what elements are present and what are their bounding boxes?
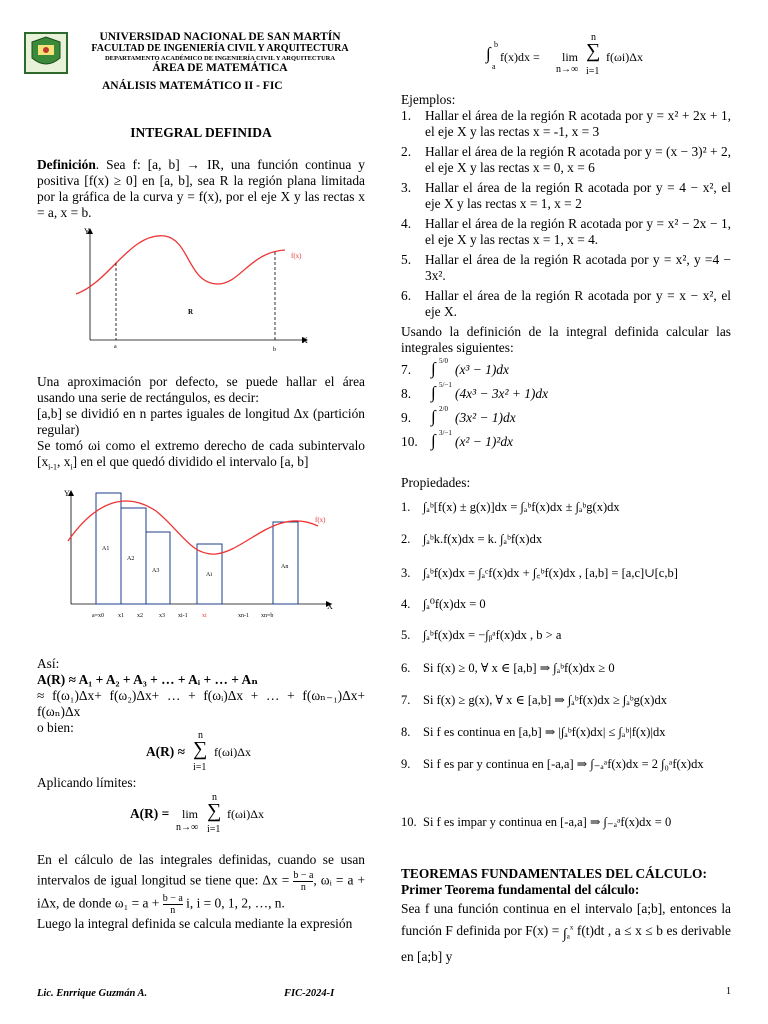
approx-sum-term: f(ωi)Δx [214, 745, 251, 759]
rect-a1-label: A1 [102, 546, 110, 552]
limit-sum-term: f(ωi)Δx [227, 807, 264, 821]
riemann-rectangles [96, 493, 298, 604]
limit-sigma: ∑ [207, 800, 222, 822]
footer-code: FIC-2024-I [284, 988, 335, 999]
property-item: 7. Si f(x) ≥ g(x), ∀ x ∈ [a,b] ⇒ ∫ₐᵇf(x)dx ≥ ∫ₐᵇg(x)dx [401, 693, 667, 707]
examples-label: Ejemplos: [401, 92, 456, 107]
top-term: f(ωi)Δx [606, 50, 643, 64]
fig1-b-label: b [273, 347, 276, 353]
approx-sigma: ∑ [193, 738, 208, 760]
rect-a2-label: A2 [127, 556, 135, 562]
compute-item: 10. ∫ 3/−1 (x² − 1)²dx [401, 429, 513, 450]
tick-x1: x1 [118, 613, 124, 619]
fig2-fx-label: f(x) [315, 516, 326, 524]
approx-formula-lhs: A(R) ≈ [146, 744, 185, 759]
definition-text: . Sea f: [a, b] → IR, una función continua y positiva [f(x) ≥ 0] en [a, b], sea R la región plana limitada por la gráfica de la curva y = f(x), por el eje X y las rectas x = a, x = b. [37, 157, 365, 220]
examples-list [401, 108, 731, 320]
compute-list [401, 357, 731, 458]
fig1-x-label: X [302, 336, 308, 345]
figure-rectangles [56, 486, 346, 626]
footer-author: Lic. Enrrique Guzmán A. [37, 988, 148, 999]
property-item: 2. ∫ₐᵇk.f(x)dx = k. ∫ₐᵇf(x)dx [401, 532, 543, 546]
fig1-fx-label: f(x) [291, 252, 302, 260]
theorems-title: TEOREMAS FUNDAMENTALES DEL CÁLCULO: [401, 866, 707, 881]
rect-ai-label: Ai [206, 572, 212, 578]
definition [37, 157, 365, 221]
compute-item: 7. ∫ 5/0 (x³ − 1)dx [401, 357, 509, 378]
course-name: ANÁLISIS MATEMÁTICO II - FIC [102, 80, 283, 92]
limit-sum-bottom: i=1 [207, 824, 221, 835]
university-seal [24, 32, 68, 74]
top-sigma: ∑ [586, 40, 601, 62]
property-item: 5. ∫ₐᵇf(x)dx = −∫ᵦᵃf(x)dx , b > a [401, 628, 562, 642]
theorem-text: Sea f una función continua en el intervalo [a;b], entonces la función F definida por $F(x) = \int_a^x$ f(t)dt , a ≤ x ≤ b es derivable en [a;b] y [401, 901, 731, 964]
w-frac-num: b − a [162, 893, 183, 904]
top-sum-bottom: i=1 [586, 66, 600, 77]
tick-xi: xi [202, 613, 207, 619]
fig1-a-label: a [114, 344, 117, 350]
dx-frac-num: b − a [293, 870, 314, 881]
list-item: 1. Hallar el área de la región R acotada por y = x² + 2x + 1, el eje X y las rectas x = -1, x = 3 [401, 108, 731, 139]
calc-line-3: Luego la integral definida se calcula mediante la expresión [37, 916, 353, 931]
list-item: 3. Hallar el área de la región R acotada por y = 4 − x², el eje X y las rectas x = 1, x = 2 [401, 180, 731, 211]
calc-line-1: En el cálculo de las integrales definidas, cuando se usan intervalos de igual longitud se tiene que: Δx = $\frac{b - a}{n}$ , ωᵢ = a + iΔx, de donde ω₁ = a + $\frac{b - a}{n}$ i, i = 0, 1, 2, …, n. [37, 852, 365, 916]
fig1-region-label: R [188, 308, 194, 316]
property-item: 3. ∫ₐᵇf(x)dx = ∫ₐᶜf(x)dx + ∫꜀ᵇf(x)dx , [a,b] = [a,c]∪[c,b] [401, 566, 678, 580]
department-name: DEPARTAMENTO ACADÉMICO DE INGENIERÍA CIVIL Y ARQUITECTURA [104, 55, 336, 62]
properties-label: Propiedades: [401, 475, 471, 490]
tick-x0: a=x0 [92, 613, 105, 619]
approx-sum-top: n [198, 730, 203, 741]
list-item: 5. Hallar el área de la región R acotada por y = x², y =4 − 3x². [401, 252, 731, 283]
obien-label: o bien: [37, 720, 74, 735]
property-item: 8. Si f es continua en [a,b] ⇒ |∫ₐᵇf(x)dx| ≤ ∫ₐᵇ|f(x)|dx [401, 725, 666, 739]
tick-x2: x2 [137, 613, 143, 619]
tick-xn: xn=b [261, 613, 274, 619]
top-sum-top: n [591, 32, 596, 43]
property-item: 10. Si f es impar y continua en [-a,a] ⇒ ∫₋ₐᵃf(x)dx = 0 [401, 815, 672, 829]
approx-formula [146, 730, 306, 774]
rect-an-label: An [281, 564, 289, 570]
limit-sub: n→∞ [176, 822, 199, 833]
list-item: 2. Hallar el área de la región R acotada por y = (x − 3)² + 2, el eje X y las rectas x = 0, x = 6 [401, 144, 731, 175]
list-item: 6. Hallar el área de la región R acotada por y = x − x², el eje X. [401, 288, 731, 319]
theorems-subtitle: Primer Teorema fundamental del cálculo: [401, 882, 640, 897]
fig2-x-label: X [327, 602, 333, 611]
university-name: UNIVERSIDAD NACIONAL DE SAN MARTÍN [99, 31, 341, 43]
fig1-y-label: Y [84, 227, 90, 236]
limits-label: Aplicando límites: [37, 775, 137, 790]
limit-lim: lim [182, 807, 199, 821]
area-expanded: ≈ f(ω₁)Δx+ f(ω₂)Δx+ … + f(ωᵢ)Δx + … + f(ωₙ₋₁)Δx+ f(ωₙ)Δx [37, 688, 365, 719]
approx-text-2: [a,b] se dividió en n partes iguales de longitud Δx (partición regular) [37, 406, 365, 437]
asi-label: Así: [37, 656, 60, 671]
property-item: 6. Si f(x) ≥ 0, ∀ x ∈ [a,b] ⇒ ∫ₐᵇf(x)dx ≥ 0 [401, 661, 615, 675]
dx-frac-den: n [300, 882, 306, 893]
property-item: 1. ∫ₐᵇ[f(x) ± g(x)]dx = ∫ₐᵇf(x)dx ± ∫ₐᵇg(x)dx [401, 500, 620, 514]
tick-xi-1: xi-1 [178, 613, 188, 619]
approx-text-1: Una aproximación por defecto, se puede hallar el área usando una serie de rectángulos, es decir: [37, 374, 365, 405]
limit-sum-top: n [212, 792, 217, 803]
top-lim-sub: n→∞ [556, 64, 579, 75]
limit-formula [130, 792, 300, 836]
compute-item: 9. ∫ 2/0 (3x² − 1)dx [401, 405, 516, 426]
compute-intro: Usando la definición de la integral definida calcular las integrales siguientes: [401, 324, 731, 355]
rect-an [273, 522, 298, 604]
property-item: 4. ∫ₐ⁰f(x)dx = 0 [401, 597, 486, 611]
properties-list [401, 500, 741, 846]
rect-a3-label: A3 [152, 568, 160, 574]
approx-sum-bottom: i=1 [193, 762, 207, 773]
integral-definition-formula: ∫ b a f(x)dx = lim n→∞ n ∑ i=1 f(ωi)Δx [486, 32, 643, 77]
tick-xn-1: xn-1 [238, 613, 249, 619]
limit-formula-lhs: A(R) = [130, 806, 170, 821]
top-lim: lim [562, 50, 579, 64]
list-item: 4. Hallar el área de la región R acotada por y = x² − 2x − 1, el eje X y las rectas x = 1, x = 4. [401, 216, 731, 247]
page-title: INTEGRAL DEFINIDA [130, 125, 272, 140]
area-name: ÁREA DE MATEMÁTICA [152, 62, 288, 74]
top-integrand: f(x)dx = [500, 50, 540, 64]
definition-label: Definición [37, 157, 96, 172]
faculty-name: FACULTAD DE INGENIERÍA CIVIL Y ARQUITECTURA [91, 43, 349, 54]
tick-x3: x3 [159, 613, 165, 619]
compute-item: 8. ∫ 5/−1 (4x³ − 3x² + 1)dx [401, 381, 549, 402]
w-frac-den: n [170, 905, 176, 916]
approx-text-3: Se tomó ωi como el extremo derecho de cada subintervalo [$x_{i-1}$, $x_i$] en el que quedó dividido el intervalo [a, b] [37, 438, 365, 472]
page-number: 1 [726, 986, 731, 997]
figure-area-under-curve [70, 222, 320, 354]
fig2-y-label: Y [64, 489, 70, 498]
property-item: 9. Si f es par y continua en [-a,a] ⇒ ∫₋ₐᵃf(x)dx = 2 ∫₀ᵃf(x)dx [401, 757, 704, 771]
area-sum: A(R) ≈ A₁ + A₂ + A₃ + … + Aᵢ + … + Aₙ [37, 672, 259, 687]
